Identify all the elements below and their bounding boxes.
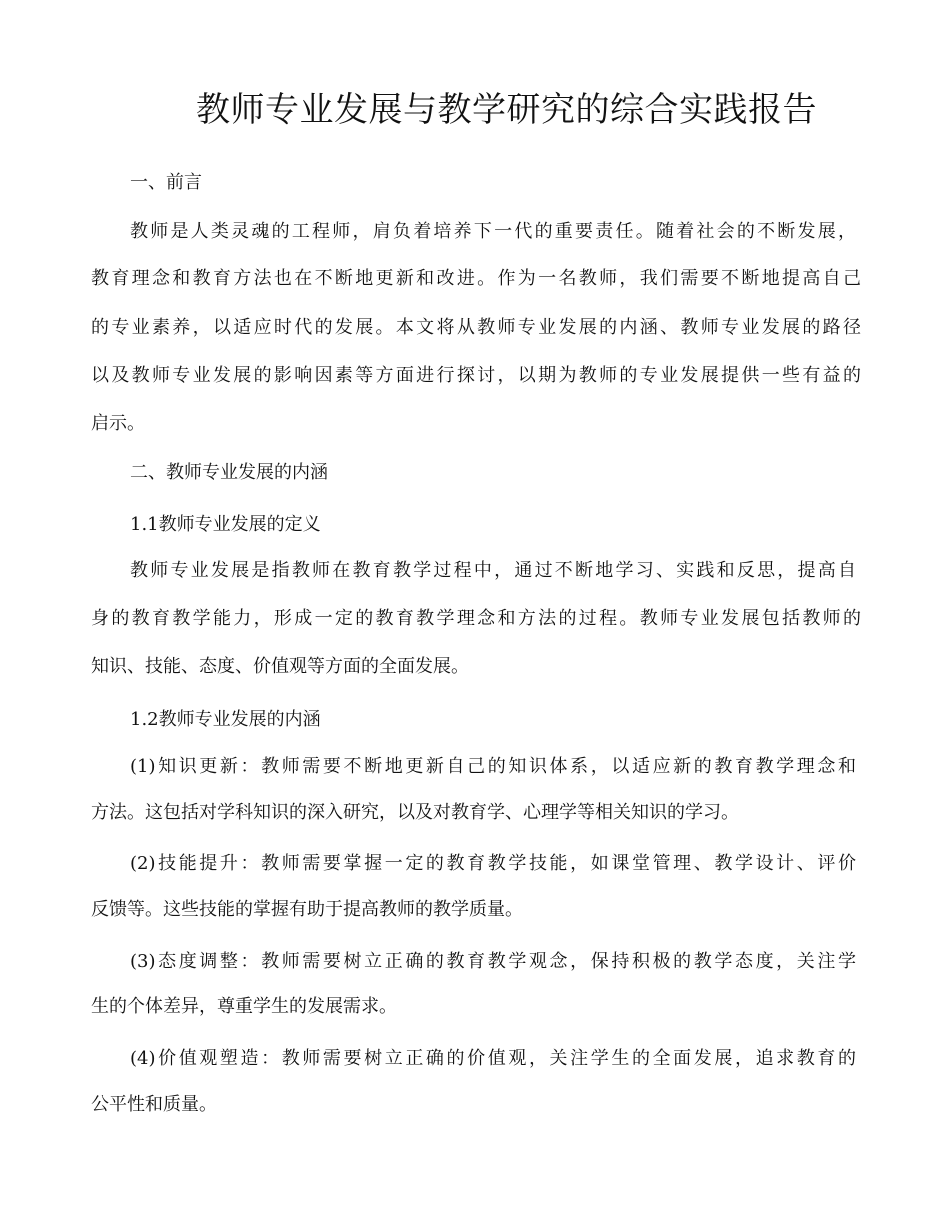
paragraph-line: 启示。 xyxy=(91,413,145,434)
paragraph-line: 的专业素养，以适应时代的发展。本文将从教师专业发展的内涵、教师专业发展的路径 xyxy=(91,317,861,338)
paragraph-line: 教师专业发展是指教师在教育教学过程中，通过不断地学习、实践和反思，提高自 xyxy=(130,560,856,581)
list-item-line: (4)价值观塑造：教师需要树立正确的价值观，关注学生的全面发展，追求教育的 xyxy=(130,1048,856,1069)
list-item-line: (3)态度调整：教师需要树立正确的教育教学观念，保持积极的教学态度，关注学 xyxy=(130,951,856,972)
list-item-line: 公平性和质量。 xyxy=(91,1094,217,1115)
list-item-line: 生的个体差异，尊重学生的发展需求。 xyxy=(91,996,397,1017)
paragraph-line: 知识、技能、态度、价值观等方面的全面发展。 xyxy=(91,656,469,677)
list-item-line: 反馈等。这些技能的掌握有助于提高教师的教学质量。 xyxy=(91,899,523,920)
paragraph-line: 以及教师专业发展的影响因素等方面进行探讨，以期为教师的专业发展提供一些有益的 xyxy=(91,365,861,386)
list-item-line: (1)知识更新：教师需要不断地更新自己的知识体系，以适应新的教育教学理念和 xyxy=(130,756,856,777)
paragraph-line: 身的教育教学能力，形成一定的教育教学理念和方法的过程。教师专业发展包括教师的 xyxy=(91,608,861,629)
subsection-heading-definition: 1.1教师专业发展的定义 xyxy=(130,514,321,535)
document-title: 教师专业发展与教学研究的综合实践报告 xyxy=(196,90,817,130)
subsection-heading-connotation: 1.2教师专业发展的内涵 xyxy=(130,709,321,730)
section-heading-connotation: 二、教师专业发展的内涵 xyxy=(130,462,328,483)
list-item-line: (2)技能提升：教师需要掌握一定的教育教学技能，如课堂管理、教学设计、评价 xyxy=(130,853,856,874)
section-heading-preface: 一、前言 xyxy=(130,172,202,193)
list-item-line: 方法。这包括对学科知识的深入研究，以及对教育学、心理学等相关知识的学习。 xyxy=(91,802,739,823)
paragraph-line: 教师是人类灵魂的工程师，肩负着培养下一代的重要责任。随着社会的不断发展， xyxy=(130,221,856,242)
paragraph-line: 教育理念和教育方法也在不断地更新和改进。作为一名教师，我们需要不断地提高自己 xyxy=(91,268,861,289)
